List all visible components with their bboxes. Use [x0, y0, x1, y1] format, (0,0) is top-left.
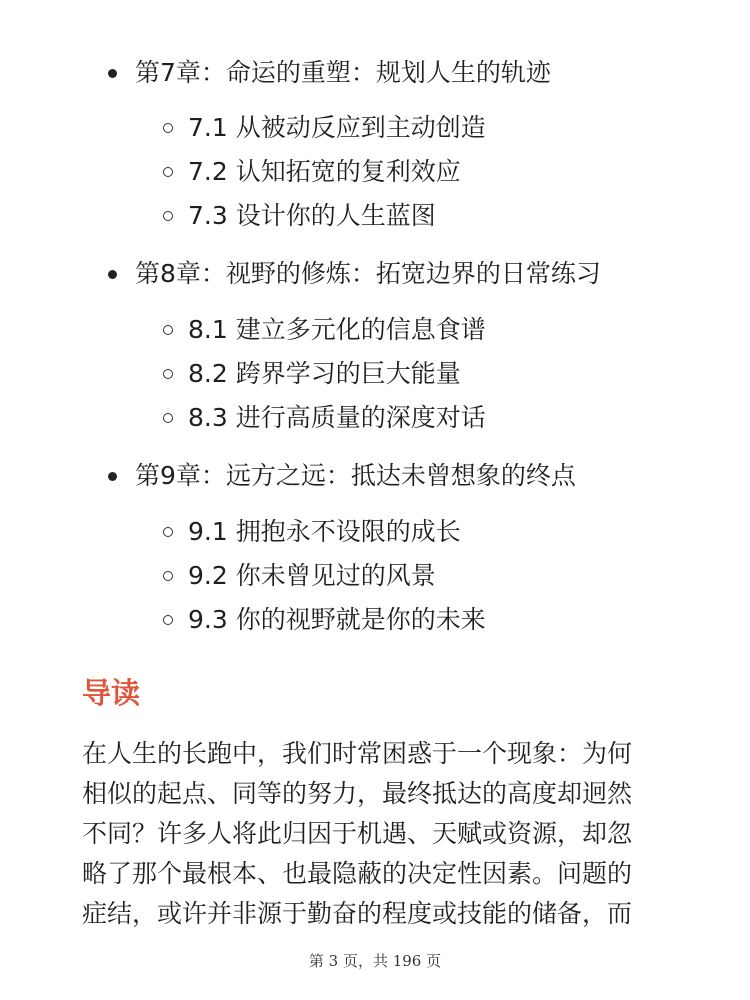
section-title: 8.3 进行高质量的深度对话: [188, 403, 486, 432]
section-title: 8.2 跨界学习的巨大能量: [188, 359, 461, 388]
hollow-bullet-icon: [163, 123, 173, 133]
paragraph-line: 略了那个最根本、也最隐蔽的决定性因素。问题的: [82, 859, 633, 888]
toc-section-7-1[interactable]: [188, 111, 486, 145]
toc-section-7-3[interactable]: [188, 199, 436, 233]
page-number-footer: 第 3 页，共 196 页: [308, 952, 442, 970]
hollow-bullet-icon: [163, 615, 173, 625]
toc-section-8-3[interactable]: [188, 401, 486, 435]
section-title: 9.3 你的视野就是你的未来: [188, 605, 486, 634]
chapter-title: 第7章：命运的重塑：规划人生的轨迹: [135, 58, 551, 87]
section-title: 7.2 认知拓宽的复利效应: [188, 157, 461, 186]
paragraph-line: 不同？许多人将此归因于机遇、天赋或资源，却忽: [82, 819, 633, 848]
hollow-bullet-icon: [163, 571, 173, 581]
hollow-bullet-icon: [163, 369, 173, 379]
toc-section-9-1[interactable]: [188, 515, 461, 549]
toc-section-9-3[interactable]: [188, 603, 486, 637]
chapter-title: 第9章：远方之远：抵达未曾想象的终点: [135, 461, 576, 490]
toc-section-8-2[interactable]: [188, 357, 461, 391]
section-title: 8.1 建立多元化的信息食谱: [188, 315, 486, 344]
toc-section-9-2[interactable]: [188, 559, 436, 593]
paragraph-line: 相似的起点、同等的努力，最终抵达的高度却迥然: [82, 779, 633, 808]
toc-chapter-7[interactable]: [135, 56, 551, 90]
filled-bullet-icon: [108, 69, 117, 78]
section-title: 7.1 从被动反应到主动创造: [188, 113, 486, 142]
section-title: 7.3 设计你的人生蓝图: [188, 201, 436, 230]
toc-chapter-9[interactable]: [135, 459, 576, 493]
toc-section-8-1[interactable]: [188, 313, 486, 347]
paragraph-line: 在人生的长跑中，我们时常困惑于一个现象：为何: [82, 739, 633, 768]
section-title: 9.1 拥抱永不设限的成长: [188, 517, 461, 546]
hollow-bullet-icon: [163, 325, 173, 335]
chapter-title: 第8章：视野的修炼：拓宽边界的日常练习: [135, 259, 601, 288]
section-title: 9.2 你未曾见过的风景: [188, 561, 436, 590]
hollow-bullet-icon: [163, 167, 173, 177]
hollow-bullet-icon: [163, 527, 173, 537]
toc-section-7-2[interactable]: [188, 155, 461, 189]
filled-bullet-icon: [108, 270, 117, 279]
section-heading: 导读: [82, 676, 141, 710]
filled-bullet-icon: [108, 472, 117, 481]
toc-chapter-8[interactable]: [135, 257, 601, 291]
intro-paragraph: [82, 734, 672, 934]
paragraph-line: 症结，或许并非源于勤奋的程度或技能的储备，而: [82, 899, 633, 928]
hollow-bullet-icon: [163, 413, 173, 423]
hollow-bullet-icon: [163, 211, 173, 221]
